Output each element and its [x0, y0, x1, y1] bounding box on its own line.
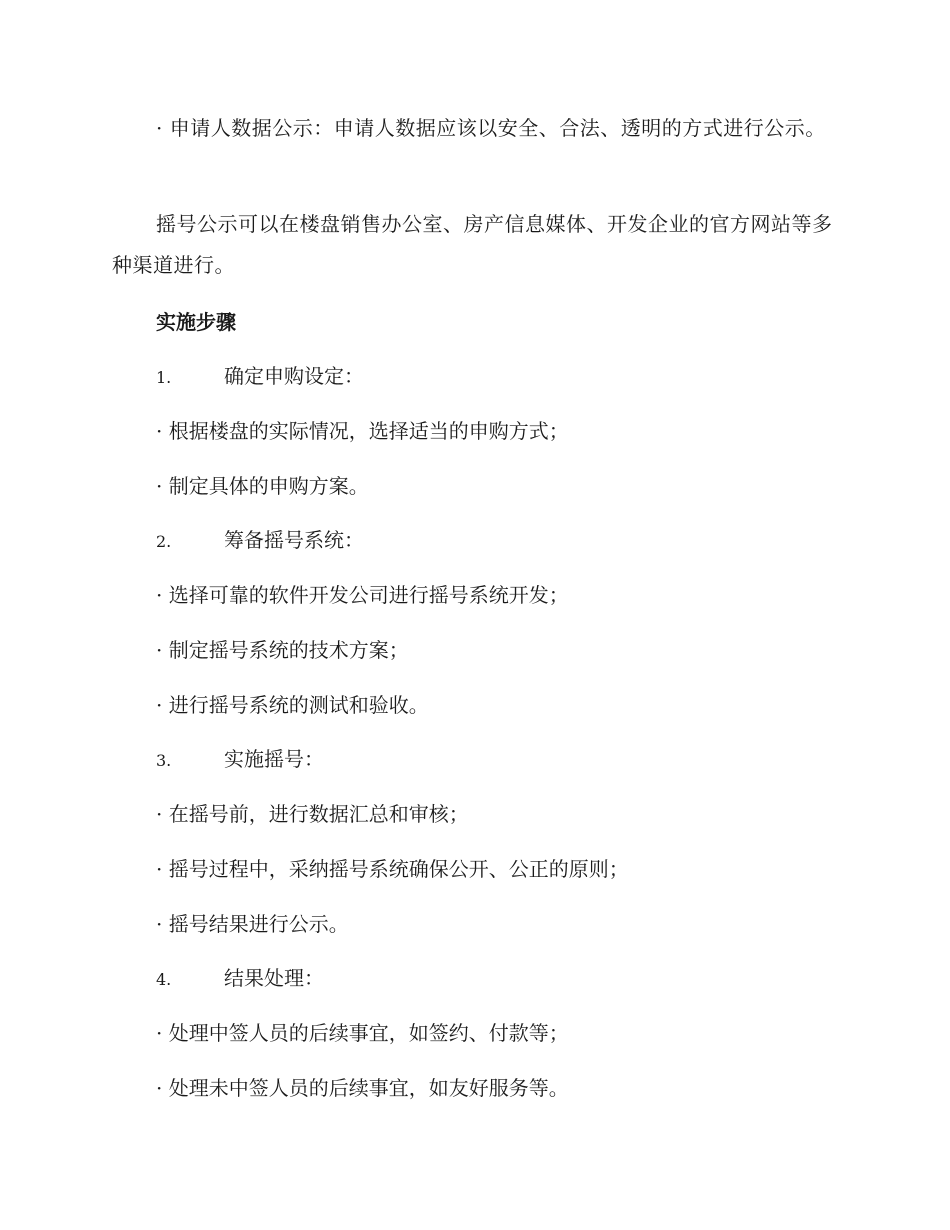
step-number: 1.	[156, 368, 172, 387]
intro-paragraph-channels: 摇号公示可以在楼盘销售办公室、房产信息媒体、开发企业的官方网站等多种渠道进行。	[112, 212, 833, 277]
step-title: 筹备摇号系统：	[224, 528, 364, 552]
bullet-item: · 摇号结果进行公示。	[156, 912, 349, 936]
section-heading: 实施步骤	[156, 310, 236, 334]
step-4-title	[156, 964, 324, 994]
step-title: 结果处理：	[224, 966, 324, 990]
bullet-item: · 根据楼盘的实际情况，选择适当的申购方式；	[156, 419, 569, 443]
intro-paragraph-applicant-data: · 申请人数据公示：申请人数据应该以安全、合法、透明的方式进行公示。	[156, 116, 826, 140]
bullet-item: · 制定摇号系统的技术方案；	[156, 638, 409, 662]
step-number: 4.	[156, 970, 172, 989]
bullet-item: · 制定具体的申购方案。	[156, 474, 369, 498]
step-number: 3.	[156, 751, 172, 770]
bullet-item: · 选择可靠的软件开发公司进行摇号系统开发；	[156, 583, 569, 607]
step-title: 确定申购设定：	[224, 364, 364, 388]
bullet-item: · 处理未中签人员的后续事宜，如友好服务等。	[156, 1076, 569, 1100]
step-3-title	[156, 745, 324, 775]
bullet-item: · 处理中签人员的后续事宜，如签约、付款等；	[156, 1021, 569, 1045]
bullet-item: · 在摇号前，进行数据汇总和审核；	[156, 802, 469, 826]
bullet-item: · 进行摇号系统的测试和验收。	[156, 693, 429, 717]
step-number: 2.	[156, 532, 172, 551]
step-2-title	[156, 526, 364, 556]
bullet-item: · 摇号过程中，采纳摇号系统确保公开、公正的原则；	[156, 857, 629, 881]
step-1-title	[156, 362, 364, 392]
step-title: 实施摇号：	[224, 747, 324, 771]
